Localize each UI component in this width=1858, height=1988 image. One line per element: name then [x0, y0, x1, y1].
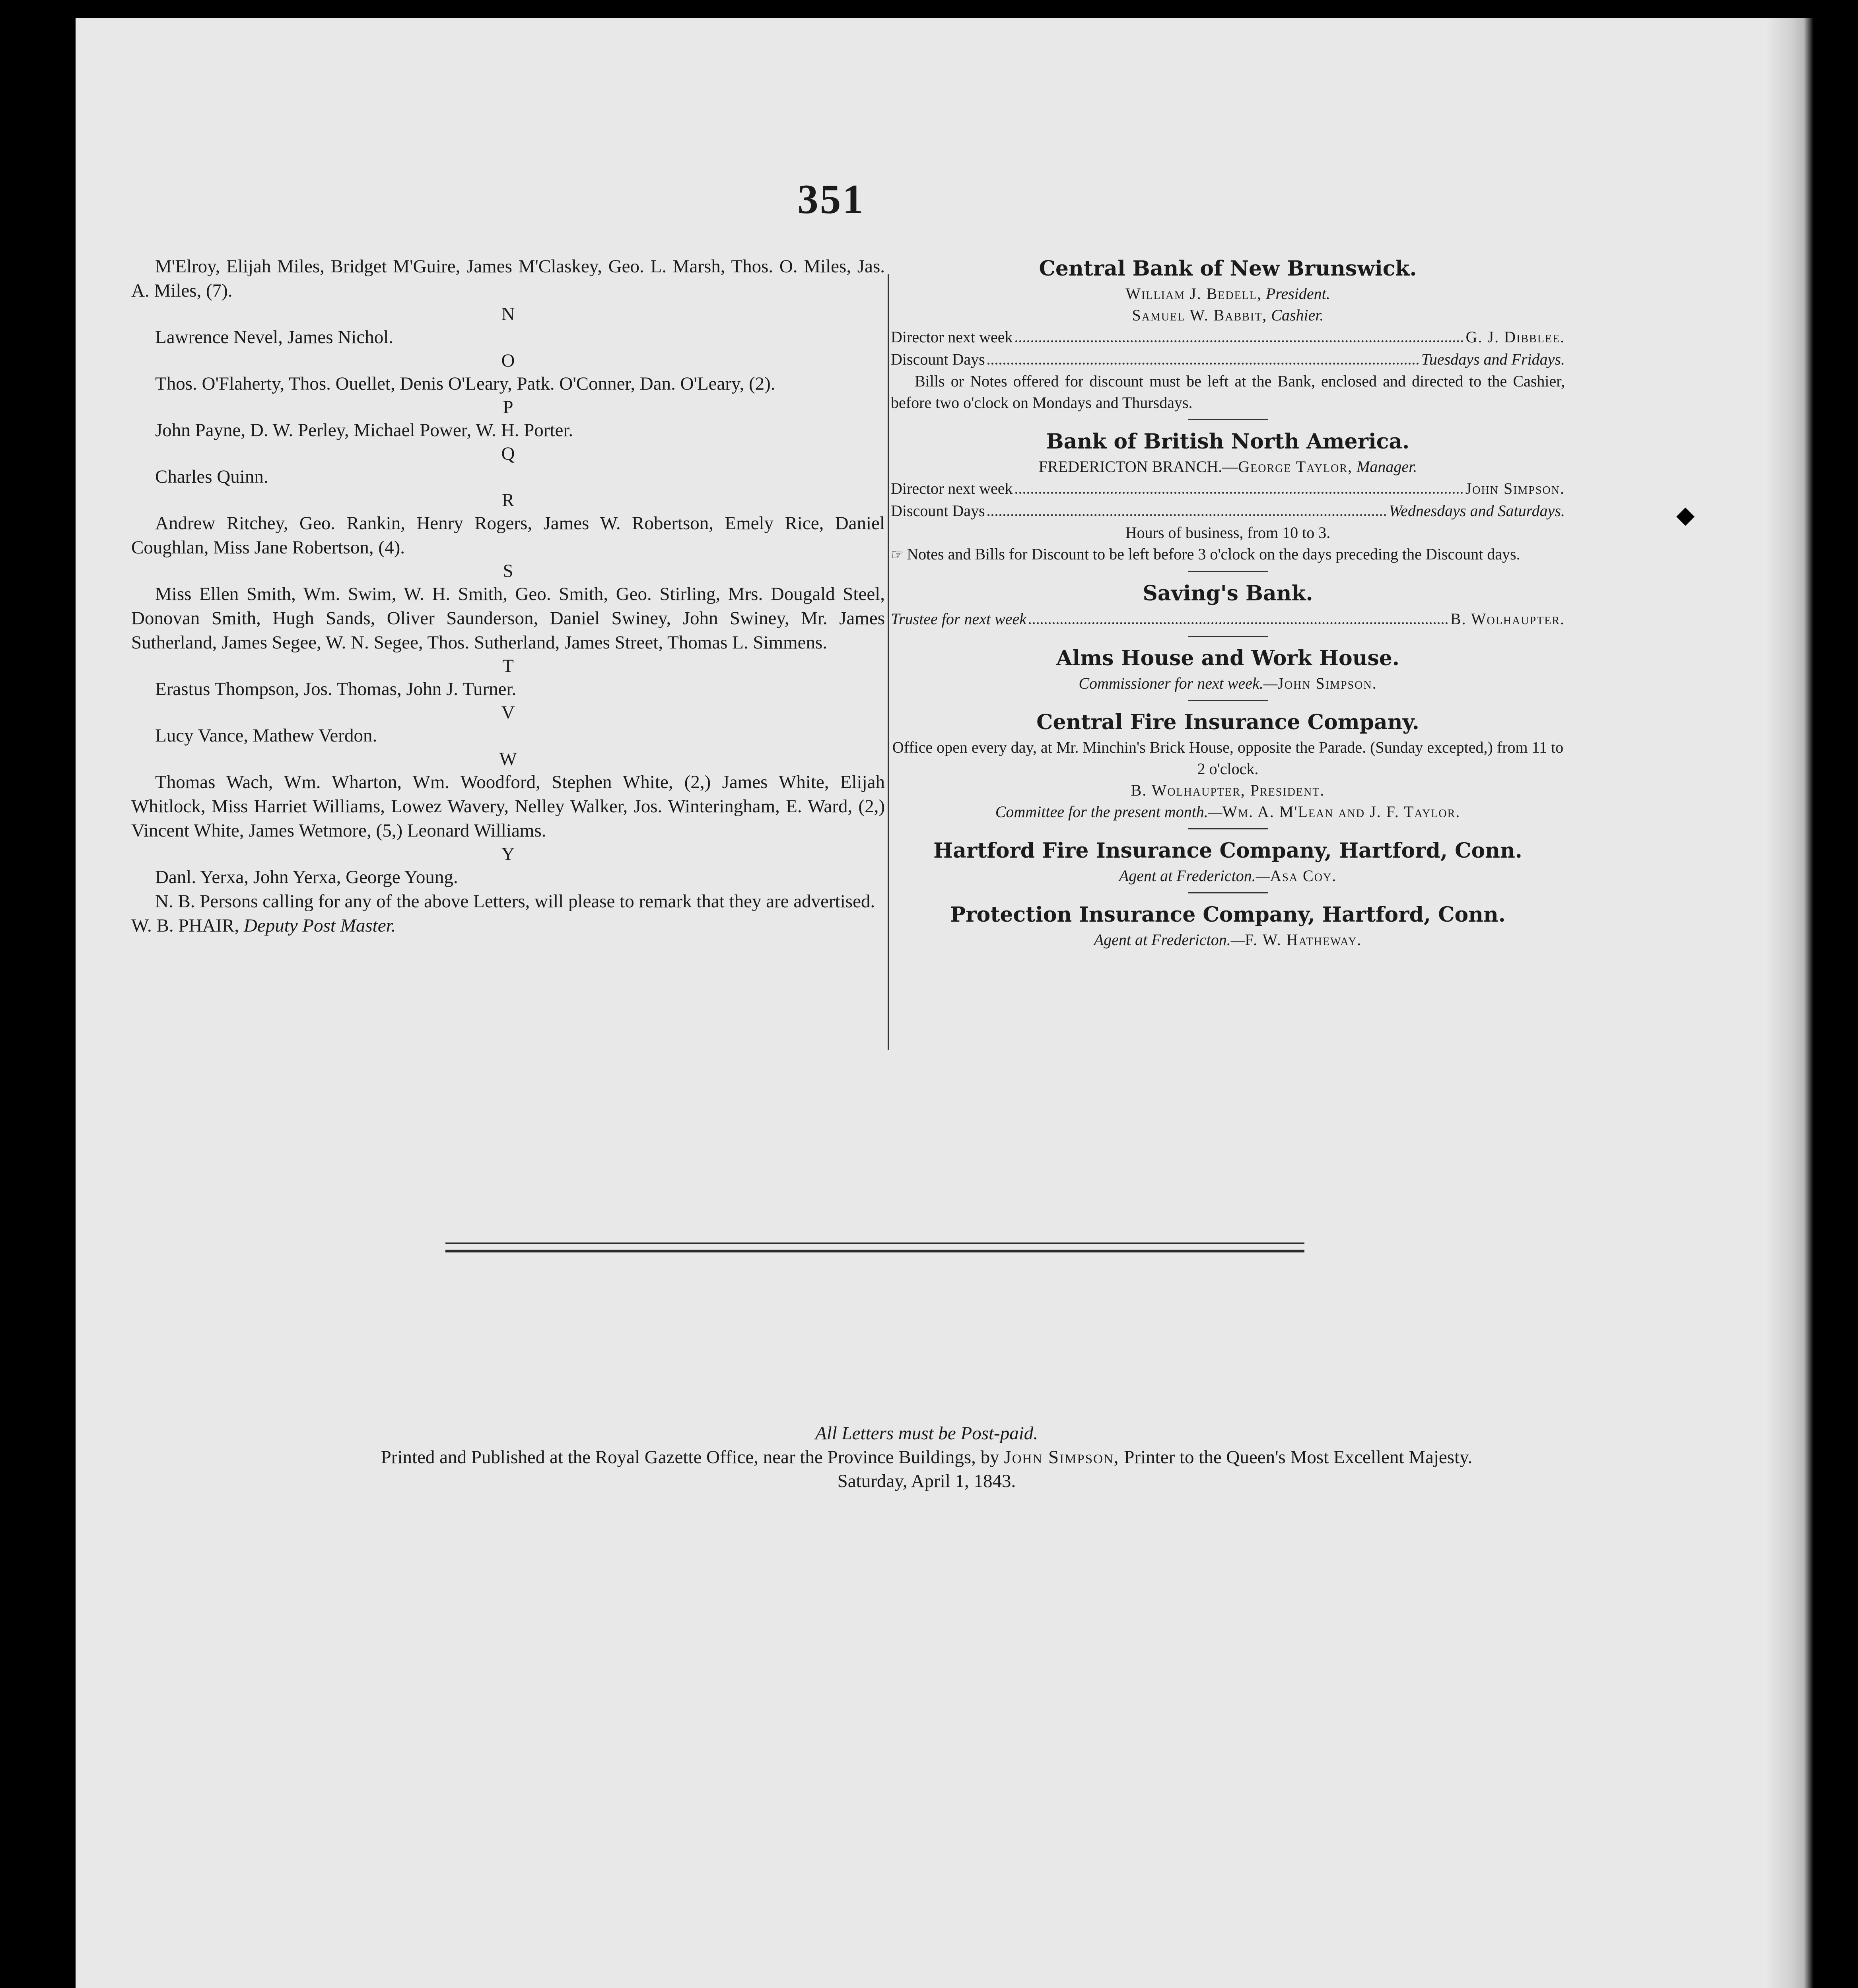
- central-bank-note: Bills or Notes offered for discount must be left at the Bank, enclosed and directed to the Cashier, before two o'clock on Mondays and Thursdays.: [891, 372, 1565, 412]
- printer-imprint: [310, 1445, 1543, 1469]
- director-label: Director next week: [891, 480, 1013, 497]
- central-bank-discount-row: [891, 348, 1565, 371]
- letters-paragraph-t: Erastus Thompson, Jos. Thomas, John J. Turner.: [155, 679, 517, 699]
- dot-leader: [1015, 340, 1463, 342]
- publication-date: Saturday, April 1, 1843.: [837, 1471, 1016, 1491]
- section-divider: [1188, 892, 1268, 893]
- dot-leader: [987, 363, 1419, 365]
- committee-value: Wm. A. M'Lean and J. F. Taylor.: [1222, 803, 1461, 821]
- letters-paragraph-n: Lawrence Nevel, James Nichol.: [155, 327, 393, 348]
- bank-british-note: [891, 544, 1565, 565]
- savings-bank-title: Saving's Bank.: [1143, 581, 1313, 606]
- president-role: President.: [1265, 285, 1330, 303]
- bank-british-note-text: Notes and Bills for Discount to be left before 3 o'clock on the days preceding the Discount days.: [907, 545, 1520, 563]
- page-number: 351: [797, 176, 865, 222]
- letter-heading-q: Q: [501, 443, 515, 464]
- discount-value: Tuesdays and Fridays.: [1421, 350, 1565, 368]
- signature-role: Deputy Post Master.: [243, 915, 396, 936]
- director-value: John Simpson.: [1465, 480, 1565, 497]
- savings-bank-trustee-row: [891, 608, 1565, 630]
- double-rule-top: [445, 1242, 1304, 1244]
- central-bank-president: [891, 283, 1565, 305]
- letters-paragraph-o: Thos. O'Flaherty, Thos. Ouellet, Denis O'Leary, Patk. O'Conner, Dan. O'Leary, (2).: [155, 373, 775, 394]
- discount-label: Discount Days: [891, 350, 985, 368]
- central-fire-committee: [891, 801, 1565, 823]
- trustee-label: Trustee for next week: [891, 610, 1027, 628]
- trustee-value: B. Wolhaupter.: [1450, 610, 1565, 628]
- branch-name: FREDERICTON BRANCH.—: [1038, 458, 1238, 476]
- imprint-prefix: Printed and Published at the Royal Gazette Office, near the Province Buildings, by: [381, 1447, 999, 1468]
- imprint-suffix: Printer to the Queen's Most Excellent Majesty.: [1124, 1447, 1473, 1468]
- letters-paragraph-q: Charles Quinn.: [155, 466, 268, 487]
- letters-paragraph-s: Miss Ellen Smith, Wm. Swim, W. H. Smith, Geo. Smith, Geo. Stirling, Mrs. Dougald Steel, Donovan Smith, Hugh Sands, Oliver Saunderson, Daniel Swiney, John Swiney, Mr. James Sutherland, James Segee, W. N. Segee, Thos. Sutherland, James Street, Thomas L. Simmens.: [131, 584, 885, 653]
- printer-name: John Simpson,: [1004, 1447, 1119, 1468]
- central-fire-president: B. Wolhaupter, President.: [1131, 781, 1325, 799]
- central-bank-director-row: [891, 326, 1565, 348]
- dot-leader: [1015, 492, 1463, 494]
- president-name: William J. Bedell,: [1125, 285, 1262, 303]
- letters-paragraph-v: Lucy Vance, Mathew Verdon.: [155, 725, 377, 746]
- letter-heading-s: S: [503, 561, 513, 581]
- alms-house-title: Alms House and Work House.: [1056, 646, 1399, 670]
- institutions-column: [891, 254, 1565, 951]
- agent-value: Asa Coy.: [1270, 867, 1337, 885]
- page-edge-shadow: [1766, 18, 1813, 1988]
- letter-heading-t: T: [502, 656, 514, 676]
- central-bank-title: Central Bank of New Brunswick.: [1039, 256, 1417, 281]
- bank-british-director-row: [891, 478, 1565, 500]
- signature-name: W. B. PHAIR,: [131, 915, 239, 936]
- imprint-footer: [310, 1421, 1543, 1493]
- postpaid-notice: All Letters must be Post-paid.: [815, 1423, 1038, 1444]
- bank-british-title: Bank of British North America.: [1046, 429, 1410, 454]
- committee-label: Committee for the present month.—: [995, 803, 1222, 821]
- central-fire-office: Office open every day, at Mr. Minchin's Brick House, opposite the Parade. (Sunday excepted,) from 11 to 2 o'clock.: [892, 738, 1564, 778]
- letters-paragraph-p: John Payne, D. W. Perley, Michael Power, W. H. Porter.: [155, 420, 573, 441]
- signature: [131, 914, 885, 938]
- letters-list-column: [131, 254, 885, 938]
- section-divider: [1188, 828, 1268, 829]
- manager-name: George Taylor,: [1238, 458, 1353, 476]
- letter-heading-y: Y: [501, 844, 515, 864]
- hartford-fire-title: Hartford Fire Insurance Company, Hartford, Conn.: [933, 839, 1522, 863]
- double-rule-bottom: [445, 1250, 1304, 1252]
- letter-heading-n: N: [501, 304, 515, 324]
- dot-leader: [987, 514, 1387, 516]
- protection-agent: [891, 929, 1565, 951]
- protection-title: Protection Insurance Company, Hartford, Conn.: [950, 903, 1506, 927]
- agent-label: Agent at Fredericton.—: [1119, 867, 1270, 885]
- discount-label: Discount Days: [891, 502, 985, 520]
- hartford-fire-agent: [891, 865, 1565, 887]
- central-fire-title: Central Fire Insurance Company.: [1036, 710, 1419, 734]
- section-divider: [1188, 419, 1268, 420]
- bank-british-discount-row: [891, 500, 1565, 522]
- letter-heading-w: W: [499, 749, 517, 769]
- agent-value: F. W. Hatheway.: [1245, 931, 1362, 949]
- section-divider: [1188, 700, 1268, 701]
- letters-paragraph-w: Thomas Wach, Wm. Wharton, Wm. Woodford, Stephen White, (2,) James White, Elijah Whitlock, Miss Harriet Williams, Lowez Wavery, Nelley Walker, Jos. Winteringham, E. Ward, (2,) Vincent White, James Wetmore, (5,) Leonard Williams.: [131, 772, 885, 841]
- pointing-hand-icon: ☞: [891, 547, 904, 563]
- commissioner-value: John Simpson.: [1277, 674, 1377, 692]
- notice-note: N. B. Persons calling for any of the above Letters, will please to remark that they are advertised.: [155, 891, 875, 912]
- director-value: G. J. Dibblee.: [1465, 328, 1565, 346]
- letter-heading-p: P: [503, 397, 513, 417]
- margin-arrow-icon: ◆: [1676, 502, 1695, 528]
- letter-heading-v: V: [501, 702, 515, 723]
- discount-value: Wednesdays and Saturdays.: [1389, 502, 1565, 520]
- agent-label: Agent at Fredericton.—: [1094, 931, 1245, 949]
- letters-paragraph-y: Danl. Yerxa, John Yerxa, George Young.: [155, 867, 458, 887]
- letters-paragraph-m: M'Elroy, Elijah Miles, Bridget M'Guire, James M'Claskey, Geo. L. Marsh, Thos. O. Miles, Jas. A. Miles, (7).: [131, 256, 885, 301]
- director-label: Director next week: [891, 328, 1013, 346]
- bank-british-branch: [891, 456, 1565, 478]
- column-divider: [888, 274, 889, 1050]
- letter-heading-r: R: [501, 490, 515, 511]
- cashier-role: Cashier.: [1271, 306, 1324, 324]
- letters-paragraph-r: Andrew Ritchey, Geo. Rankin, Henry Rogers, James W. Robertson, Emely Rice, Daniel Coughlan, Miss Jane Robertson, (4).: [131, 513, 885, 558]
- bank-british-hours: Hours of business, from 10 to 3.: [1125, 524, 1331, 542]
- dot-leader: [1029, 622, 1448, 624]
- alms-house-commissioner: [891, 673, 1565, 694]
- letter-heading-o: O: [501, 350, 515, 371]
- commissioner-label: Commissioner for next week.—: [1079, 674, 1278, 692]
- section-divider: [1188, 636, 1268, 637]
- central-bank-cashier: [891, 305, 1565, 326]
- manager-role: Manager.: [1357, 458, 1417, 476]
- cashier-name: Samuel W. Babbit,: [1132, 306, 1267, 324]
- section-divider: [1188, 571, 1268, 572]
